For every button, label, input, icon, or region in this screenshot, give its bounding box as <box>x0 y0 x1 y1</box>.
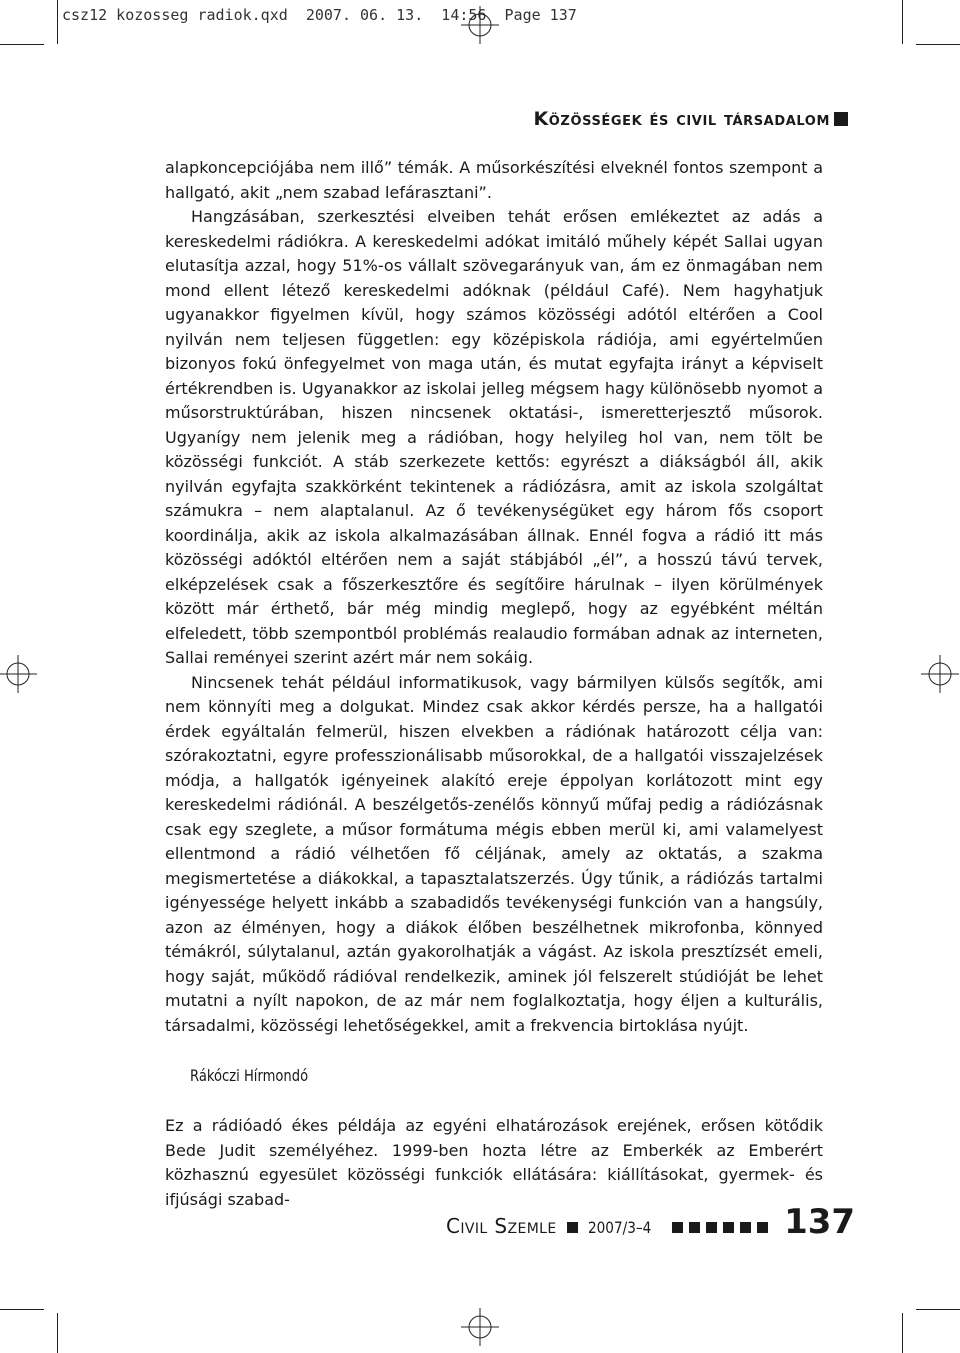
square-bullet-icon <box>706 1222 717 1233</box>
page-number: 137 <box>784 1202 856 1242</box>
square-bullet-icon <box>672 1222 683 1233</box>
crop-mark <box>916 44 960 45</box>
issue-number: 2007/3–4 <box>587 1218 651 1237</box>
registration-mark-icon <box>921 655 959 693</box>
square-bullet-icon <box>740 1222 751 1233</box>
crop-mark <box>0 44 44 45</box>
crop-mark <box>916 1309 960 1310</box>
registration-mark-icon <box>461 6 499 44</box>
print-slug: csz12 kozosseg radiok.qxd 2007. 06. 13. 14:56 Page 137 <box>62 6 577 24</box>
crop-mark <box>0 1309 44 1310</box>
paragraph: Nincsenek tehát például informatikusok, vagy bármilyen külsős segítők, ami nem könnyíti meg a dolgukat. Mindez csak akkor kérdés persze, ha a hallgatói érdek egyáltalán felmerül, hiszen elvekben a rádiónak határozott célja van: szórakoztatni, egyre professzionálisabb műsorokkal, de a hallgatói visszajelzések módja, a hallgatók igényeinek alakító ereje éppolyan korlátozott mint egy kereskedelmi rádiónál. A beszélgetős-zenélős könnyű műfaj pedig a rádiózásnak csak egy szeglete, a műsor formátuma mégis ebben merül ki, ami valamelyest ellentmond a rádió vélhetően fő céljának, amely az oktatás, a szakma megismertetése a diákokkal, a tapasztalatszerzés. Úgy tűnik, a rádiózás tartalmi igényessége helyett inkább a szabadidős tevékenységi funkción van a hangsúly, azon az élményen, hogy a diákok élőben beszélhetnek mikrofonba, könnyed témákról, súlytalanul, aztán gyakorolhatják a vágást. Az iskola presztízsét emeli, hogy saját, működő rádióval rendelkezik, aminek jól felszerelt stúdióját be lehet mutatni a nyílt napokon, de az már nem foglalkoztatja, hogy éljen a kulturális, társadalmi, közösségi lehetőségekkel, amit a frekvencia birtoklása nyújt. <box>165 672 823 1035</box>
section-heading: Rákóczi Hírmondó <box>190 1066 309 1085</box>
square-bullet-icon <box>834 112 848 126</box>
crop-mark <box>902 0 903 44</box>
square-bullet-icon <box>757 1222 768 1233</box>
paragraph: alapkoncepciójába nem illő” témák. A műsorkészítési elveknél fontos szempont a hallgató, akit „nem szabad lefárasztani”. <box>165 158 823 202</box>
paragraph: Ez a rádióadó ékes példája az egyéni elhatározások erejének, erősen kötődik Bede Judit személyéhez. 1999-ben hozta létre az Emberkék az Emberért közhasznú egyesület közösségi funkciók ellátására: kiállításokat, gyermek- és ifjúsági szabad- <box>165 1116 823 1209</box>
crop-mark <box>57 0 58 44</box>
section-body <box>165 1114 823 1212</box>
page-footer <box>446 1202 855 1242</box>
running-head-title: Közösségek és civil társadalom <box>533 108 830 130</box>
square-bullet-icon <box>567 1222 578 1233</box>
decorative-squares <box>672 1222 768 1233</box>
crop-mark <box>902 1313 903 1353</box>
crop-mark <box>57 1313 58 1353</box>
registration-mark-icon <box>461 1308 499 1346</box>
paragraph: Hangzásában, szerkesztési elveiben tehát erősen emlékeztet az adás a kereskedelmi rádiókra. A kereskedelmi adókat imitáló műhely képét Sallai ugyan elutasítja azzal, hogy 51%-os vállalt szövegarányuk van, ám ez önmagában nem mond ellent létező kereskedelmi adóknak (például Café). Nem hagyhatjuk ugyanakkor figyelmen kívül, hogy számos közösségi adótól eltérően a Cool nyilván nem teljesen független: egy középiskola rádiója, ami egyértelműen bizonyos fokú önfegyelmet von maga után, és mutat egyfajta irányt a képviselt értékrendben is. Ugyanakkor az iskolai jelleg mégsem hagy különösebb nyomot a műsorstruktúrában, hiszen nincsenek oktatási-, ismeretterjesztő műsorok. Ugyanígy nem jelenik meg a rádióban, hogy helyileg hol van, nem tölt be közösségi funkciót. A stáb szerkezete kettős: egyrészt a diákságból áll, akik nyilván egyfajta szakkörként tekintenek a rádiózásra, amit az iskola szolgáltat számukra – nem alaptalanul. Az ő tevékenységüket egy három fős csoport koordinálja, akik az iskola alkalmazásában állnak. Ennél fogva a rádió itt más közösségi adóktól eltérően nem a saját stábjából „él”, a hosszú távú tervek, elképzelések csak a főszerkesztőre és segítőire hárulnak – ilyen körülmények között már érthető, bár még mindig meglepő, hogy az egyébként méltán elfeledett, több szempontból problémás realaudio formában adnak az interneten, Sallai reményei szerint azért már nem sokáig. <box>165 207 823 667</box>
registration-mark-icon <box>0 655 37 693</box>
journal-name: Civil Szemle <box>446 1214 557 1238</box>
square-bullet-icon <box>723 1222 734 1233</box>
body-text <box>165 156 823 1038</box>
square-bullet-icon <box>689 1222 700 1233</box>
running-head <box>533 108 848 130</box>
